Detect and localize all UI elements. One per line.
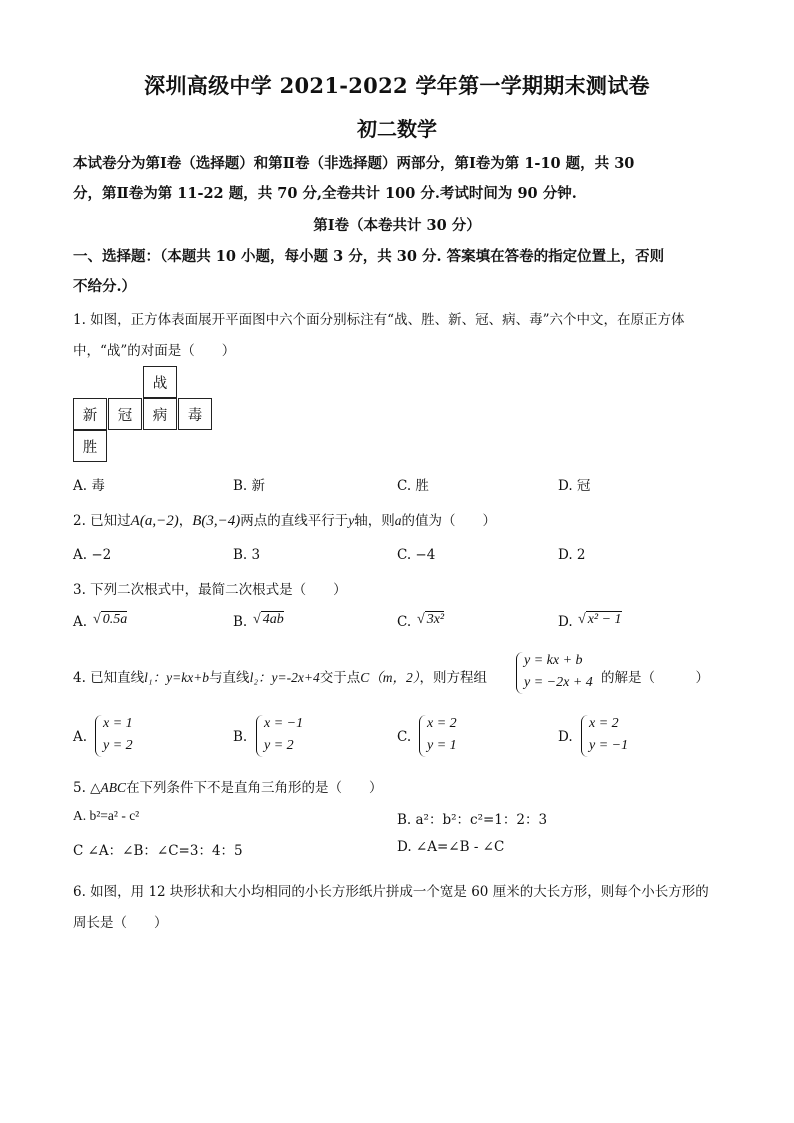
q3-option-a-label[interactable]: A.: [73, 614, 88, 630]
q5-option-d-text: D. ∠A=∠B - ∠C: [397, 839, 505, 855]
q4-option-b-x: x = −1: [264, 716, 304, 731]
q4-suffix: 的解是（ ）: [601, 670, 709, 686]
q4-mid: 与直线: [209, 670, 250, 686]
q4-option-a-x: x = 1: [103, 716, 133, 731]
q4-line-2: l₂：y=-2x+4: [249, 670, 320, 685]
q4-option-c-brace: [419, 715, 426, 757]
q4-system-brace: [516, 652, 523, 694]
net-cell-row-1: 新: [73, 398, 107, 430]
q6-text-line-2: 周长是（ ）: [73, 915, 168, 931]
q4-option-d-brace: [581, 715, 588, 757]
q4-option-d-system: [589, 713, 628, 757]
q2-option-b[interactable]: B. 3: [233, 547, 261, 563]
section-heading-line-2: 不给分.）: [73, 278, 137, 295]
q4-system-line-1: y = kx + b: [524, 653, 583, 668]
q2-prefix: 2. 已知过: [73, 513, 131, 529]
sqrt-icon: √: [253, 612, 261, 627]
q4-option-d-x: x = 2: [589, 716, 619, 731]
q4-option-c-system: [427, 713, 457, 757]
q3-option-b-label[interactable]: B.: [233, 614, 248, 630]
q4-option-d-label[interactable]: D.: [558, 729, 573, 745]
q4-option-a-y: y = 2: [103, 738, 133, 753]
intro-line-2: 分，第Ⅱ卷为第 11-22 题，共 70 分,全卷共计 100 分.考试时间为 90 分钟.: [73, 185, 577, 202]
q2-option-d[interactable]: D. 2: [558, 547, 586, 563]
q3-option-d-radical: √ x² − 1: [578, 612, 622, 627]
q4-system-line-2: y = −2x + 4: [524, 675, 593, 690]
q2-point-b: B(3,−4): [192, 513, 241, 529]
q3-option-c-label[interactable]: C.: [397, 614, 412, 630]
q2-option-c[interactable]: C. −4: [397, 547, 436, 563]
q5-option-a-text: A. b²=a² - c²: [73, 808, 140, 823]
q4-option-b-y: y = 2: [264, 738, 294, 753]
q1-option-c[interactable]: C. 胜: [397, 478, 429, 494]
q3-option-d-label[interactable]: D.: [558, 614, 573, 630]
q3-option-b-radical: √ 4ab: [253, 612, 284, 627]
page-title: 深圳高级中学 2021-2022 学年第一学期期末测试卷: [144, 73, 650, 98]
net-cell-row-3: 病: [143, 398, 177, 430]
q4-option-c-y: y = 1: [427, 738, 457, 753]
q4-option-a-brace: [95, 715, 102, 757]
q4-point: C（m，2）: [360, 670, 420, 685]
q2-var: a: [394, 513, 402, 528]
q2-sep: ，: [178, 513, 193, 529]
net-cell-top: 战: [143, 366, 177, 398]
q2-mid2: 轴，则: [354, 513, 395, 529]
q6-text-line-1: 6. 如图，用 12 块形状和大小均相同的小长方形纸片拼成一个宽是 60 厘米的大长方形，则每个小长方形的: [73, 884, 709, 900]
q4-option-b-label[interactable]: B.: [233, 729, 248, 745]
net-cell-row-4: 毒: [178, 398, 212, 430]
q4-mid2: 交于点: [319, 670, 361, 686]
q4-line-1: l₁：y=kx+b: [144, 670, 210, 685]
q5-prefix: 5.: [73, 780, 91, 796]
q4-system: [524, 650, 593, 694]
q5-option-c[interactable]: [73, 839, 243, 859]
sqrt-icon: √: [93, 612, 101, 627]
sqrt-icon: √: [417, 612, 425, 627]
q4-option-c-label[interactable]: C.: [397, 729, 412, 745]
q4-option-d-y: y = −1: [589, 738, 629, 753]
q4-prefix: 4. 已知直线: [73, 670, 145, 686]
net-cell-row-2: 冠: [108, 398, 142, 430]
q3-option-c-radical: √ 3x²: [417, 612, 445, 627]
page-subtitle: 初二数学: [357, 117, 437, 141]
q2-axis: y: [348, 513, 355, 528]
q1-option-a[interactable]: A. 毒: [73, 478, 105, 494]
q5-option-b-text: B. a²：b²：c²=1：2：3: [397, 812, 548, 828]
q2-text: [73, 509, 496, 530]
q3-text: 3. 下列二次根式中，最简二次根式是（ ）: [73, 582, 347, 598]
q4-option-b-system: [264, 713, 303, 757]
intro-line-1: 本试卷分为第Ⅰ卷（选择题）和第Ⅱ卷（非选择题）两部分，第Ⅰ卷为第 1-10 题，共 30: [73, 155, 635, 172]
q2-mid: 两点的直线平行于: [240, 513, 349, 529]
q3-option-a-radical: √ 0.5a: [93, 612, 128, 627]
q4-option-b-brace: [256, 715, 263, 757]
q5-option-b[interactable]: [397, 808, 547, 828]
q1-text-line-2: 中，“战”的对面是（ ）: [73, 343, 236, 359]
q1-text-line-1: 1. 如图，正方体表面展开平面图中六个面分别标注有“战、胜、新、冠、病、毒”六个中文，在原正方体: [73, 312, 685, 328]
q1-option-b[interactable]: B. 新: [233, 478, 266, 494]
part-heading: 第Ⅰ卷（本卷共计 30 分）: [313, 217, 481, 234]
q5-option-d[interactable]: [397, 839, 504, 855]
sqrt-icon: √: [578, 612, 586, 627]
q5-triangle: △ABC: [90, 780, 127, 795]
q4-text: [73, 666, 487, 686]
q5-option-c-text: C ∠A：∠B：∠C=3：4：5: [73, 843, 243, 859]
q1-option-d[interactable]: D. 冠: [558, 478, 591, 494]
q5-suffix: 在下列条件下不是直角三角形的是（ ）: [126, 780, 383, 796]
q4-option-a-system: [103, 713, 133, 757]
q5-text: [73, 776, 383, 796]
cube-net-figure: [73, 366, 213, 466]
q4-mid3: ，则方程组: [419, 670, 487, 686]
q2-point-a: A(a,−2): [130, 513, 179, 529]
section-heading-line-1: 一、选择题：（本题共 10 小题，每小题 3 分，共 30 分. 答案填在答卷的指定位置上，否则: [73, 248, 665, 265]
q2-suffix: 的值为（ ）: [401, 513, 496, 529]
q4-option-a-label[interactable]: A.: [73, 729, 88, 745]
net-cell-bottom: 胜: [73, 430, 107, 462]
q5-option-a[interactable]: [73, 808, 139, 824]
q2-option-a[interactable]: A. −2: [73, 547, 112, 563]
q4-option-c-x: x = 2: [427, 716, 457, 731]
